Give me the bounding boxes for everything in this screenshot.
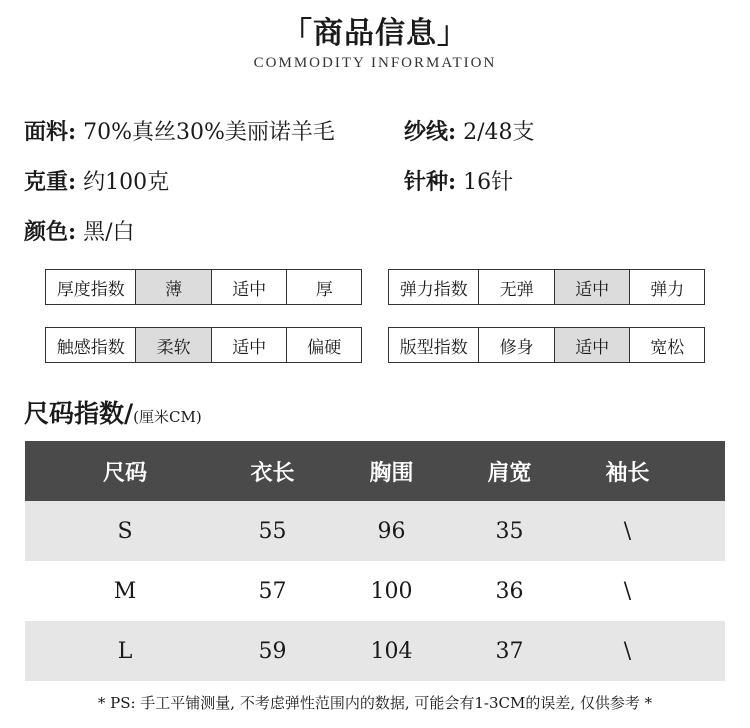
column-header: 袖长 bbox=[605, 459, 650, 486]
elasticity-option: 无弹 bbox=[478, 270, 554, 304]
table-cell: \ bbox=[623, 638, 632, 664]
touch-scale bbox=[45, 327, 362, 363]
column-header: 肩宽 bbox=[487, 459, 532, 486]
table-header-row bbox=[25, 441, 725, 501]
fit-scale-label: 版型指数 bbox=[399, 337, 468, 358]
touch-option: 适中 bbox=[211, 328, 287, 362]
column-header: 胸围 bbox=[369, 459, 414, 486]
thickness-option: 适中 bbox=[211, 270, 287, 304]
table-cell: S bbox=[117, 518, 133, 544]
table-cell: M bbox=[113, 578, 137, 604]
table-row bbox=[25, 621, 725, 681]
weight-value: 约100克 bbox=[83, 170, 170, 195]
table-cell: 59 bbox=[258, 638, 287, 664]
touch-option: 柔软 bbox=[135, 328, 211, 362]
table-cell: 100 bbox=[370, 578, 413, 604]
gauge-label: 针种: bbox=[404, 169, 457, 195]
color-info bbox=[24, 215, 135, 246]
weight-info bbox=[24, 165, 169, 196]
weight-label: 克重: bbox=[24, 169, 77, 195]
column-header: 衣长 bbox=[250, 459, 295, 486]
thickness-option: 厚 bbox=[286, 270, 361, 304]
table-cell: 57 bbox=[258, 578, 287, 604]
table-row bbox=[25, 501, 725, 561]
touch-option: 偏硬 bbox=[286, 328, 361, 362]
measurement-note: * PS: 手工平铺测量, 不考虑弹性范围内的数据, 可能会有1-3CM的误差, 仅供参考 * bbox=[97, 694, 653, 712]
fit-option: 适中 bbox=[554, 328, 630, 362]
fit-option: 修身 bbox=[478, 328, 554, 362]
page-subtitle: COMMODITY INFORMATION bbox=[253, 55, 497, 71]
yarn-info bbox=[404, 115, 535, 146]
table-cell: 36 bbox=[495, 578, 524, 604]
thickness-option: 薄 bbox=[135, 270, 211, 304]
table-row bbox=[25, 561, 725, 621]
elasticity-scale-label: 弹力指数 bbox=[399, 279, 468, 300]
fit-scale bbox=[388, 327, 705, 363]
table-cell: 35 bbox=[495, 518, 524, 544]
elasticity-scale bbox=[388, 269, 705, 305]
size-chart-heading bbox=[24, 394, 202, 430]
size-table bbox=[25, 441, 725, 681]
fabric-value: 70%真丝30%美丽诺羊毛 bbox=[83, 120, 335, 145]
table-cell: \ bbox=[623, 518, 632, 544]
color-label: 颜色: bbox=[24, 219, 77, 245]
fabric-info bbox=[24, 115, 335, 146]
table-cell: 104 bbox=[370, 638, 413, 664]
table-cell: \ bbox=[623, 578, 632, 604]
color-value: 黑/白 bbox=[83, 220, 135, 245]
column-header: 尺码 bbox=[102, 459, 147, 486]
size-chart-unit: (厘米CM) bbox=[133, 408, 202, 426]
thickness-scale-label: 厚度指数 bbox=[56, 279, 125, 300]
gauge-value: 16针 bbox=[463, 170, 514, 195]
table-cell: 96 bbox=[377, 518, 406, 544]
page-title: 「商品信息」 bbox=[282, 16, 468, 51]
table-cell: 55 bbox=[258, 518, 287, 544]
yarn-value: 2/48支 bbox=[463, 120, 535, 145]
fit-option: 宽松 bbox=[629, 328, 704, 362]
touch-scale-label: 触感指数 bbox=[56, 337, 125, 358]
elasticity-option: 弹力 bbox=[629, 270, 704, 304]
size-chart-title: 尺码指数/ bbox=[24, 399, 134, 428]
table-cell: 37 bbox=[495, 638, 524, 664]
elasticity-option: 适中 bbox=[554, 270, 630, 304]
yarn-label: 纱线: bbox=[404, 119, 457, 145]
table-cell: L bbox=[117, 638, 133, 664]
fabric-label: 面料: bbox=[24, 119, 77, 145]
thickness-scale bbox=[45, 269, 362, 305]
gauge-info bbox=[404, 165, 513, 196]
